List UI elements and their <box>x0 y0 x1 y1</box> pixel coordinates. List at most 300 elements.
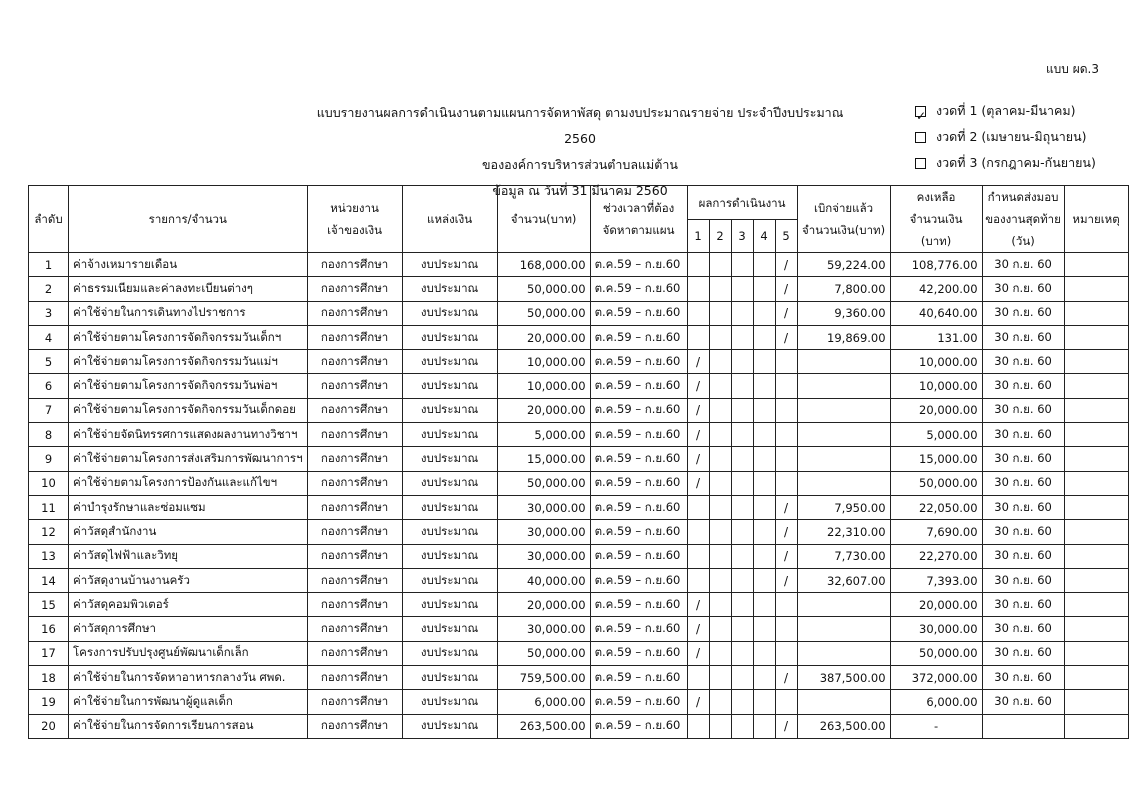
progress-step-4-cell <box>753 374 775 398</box>
row-note <box>1064 617 1128 641</box>
row-due: 30 ก.ย. 60 <box>982 398 1064 422</box>
table-row <box>29 423 1129 447</box>
row-source: งบประมาณ <box>402 666 497 690</box>
row-source: งบประมาณ <box>402 253 497 277</box>
header-row-1 <box>29 186 1129 220</box>
progress-step-3-cell <box>731 593 753 617</box>
table-row <box>29 520 1129 544</box>
progress-step-4-cell <box>753 423 775 447</box>
row-item: ค่าวัสดุสำนักงาน <box>69 520 308 544</box>
row-item: ค่าบำรุงรักษาและซ่อมแซม <box>69 495 308 519</box>
progress-step-4-cell <box>753 301 775 325</box>
row-amount: 50,000.00 <box>497 641 590 665</box>
row-paid <box>797 350 890 374</box>
progress-step-2-cell <box>709 301 731 325</box>
row-owner: กองการศึกษา <box>307 641 402 665</box>
header-remain: คงเหลือ จำนวนเงิน (บาท) <box>890 186 982 253</box>
progress-step-3-cell <box>731 325 753 349</box>
row-owner: กองการศึกษา <box>307 253 402 277</box>
period-3-checkbox[interactable] <box>915 158 926 169</box>
progress-step-1-cell <box>687 301 709 325</box>
row-item: ค่าใช้จ่ายตามโครงการจัดกิจกรรมวันแม่ฯ <box>69 350 308 374</box>
row-paid <box>797 374 890 398</box>
row-period: ต.ค.59 – ก.ย.60 <box>590 277 687 301</box>
row-note <box>1064 447 1128 471</box>
row-source: งบประมาณ <box>402 641 497 665</box>
header-owner: หน่วยงาน เจ้าของเงิน <box>307 186 402 253</box>
row-period: ต.ค.59 – ก.ย.60 <box>590 568 687 592</box>
row-note <box>1064 350 1128 374</box>
row-remain: 42,200.00 <box>890 277 982 301</box>
row-item: ค่าใช้จ่ายในการจัดหาอาหารกลางวัน ศพด. <box>69 666 308 690</box>
row-item: ค่าวัสดุงานบ้านงานครัว <box>69 568 308 592</box>
row-owner: กองการศึกษา <box>307 350 402 374</box>
row-source: งบประมาณ <box>402 374 497 398</box>
row-note <box>1064 544 1128 568</box>
row-period: ต.ค.59 – ก.ย.60 <box>590 544 687 568</box>
table-row <box>29 641 1129 665</box>
progress-step-4-cell <box>753 714 775 738</box>
header-step-1: 1 <box>687 220 709 253</box>
period-option-1[interactable] <box>915 98 1096 124</box>
row-due: 30 ก.ย. 60 <box>982 690 1064 714</box>
row-amount: 20,000.00 <box>497 325 590 349</box>
table-row <box>29 325 1129 349</box>
table-row <box>29 690 1129 714</box>
progress-step-4-cell <box>753 325 775 349</box>
row-period: ต.ค.59 – ก.ย.60 <box>590 593 687 617</box>
row-remain: 22,050.00 <box>890 495 982 519</box>
row-owner: กองการศึกษา <box>307 617 402 641</box>
row-owner: กองการศึกษา <box>307 301 402 325</box>
row-owner: กองการศึกษา <box>307 714 402 738</box>
row-paid: 7,800.00 <box>797 277 890 301</box>
period-2-checkbox[interactable] <box>915 132 926 143</box>
row-no: 17 <box>29 641 69 665</box>
row-note <box>1064 277 1128 301</box>
procurement-table <box>28 185 1129 739</box>
progress-step-3-cell <box>731 617 753 641</box>
row-item: โครงการปรับปรุงศูนย์พัฒนาเด็กเล็ก <box>69 641 308 665</box>
row-source: งบประมาณ <box>402 714 497 738</box>
progress-step-5-cell <box>775 447 797 471</box>
row-source: งบประมาณ <box>402 447 497 471</box>
progress-step-1-cell: / <box>687 447 709 471</box>
row-period: ต.ค.59 – ก.ย.60 <box>590 690 687 714</box>
header-source: แหล่งเงิน <box>402 186 497 253</box>
progress-step-2-cell <box>709 447 731 471</box>
progress-step-5-cell: / <box>775 714 797 738</box>
row-period: ต.ค.59 – ก.ย.60 <box>590 253 687 277</box>
row-owner: กองการศึกษา <box>307 423 402 447</box>
row-note <box>1064 471 1128 495</box>
progress-step-2-cell <box>709 471 731 495</box>
row-paid: 32,607.00 <box>797 568 890 592</box>
row-paid <box>797 593 890 617</box>
row-amount: 50,000.00 <box>497 277 590 301</box>
progress-step-3-cell <box>731 374 753 398</box>
progress-step-5-cell: / <box>775 277 797 301</box>
progress-step-3-cell <box>731 544 753 568</box>
row-paid <box>797 398 890 422</box>
row-remain: - <box>890 714 982 738</box>
row-amount: 10,000.00 <box>497 374 590 398</box>
row-item: ค่าวัสดุการศึกษา <box>69 617 308 641</box>
progress-step-1-cell: / <box>687 690 709 714</box>
table-row <box>29 277 1129 301</box>
header-step-4: 4 <box>753 220 775 253</box>
progress-step-5-cell <box>775 398 797 422</box>
progress-step-4-cell <box>753 690 775 714</box>
header-no: ลำดับ <box>29 186 69 253</box>
progress-step-4-cell <box>753 495 775 519</box>
row-source: งบประมาณ <box>402 301 497 325</box>
row-amount: 30,000.00 <box>497 495 590 519</box>
period-1-label: งวดที่ 1 (ตุลาคม-มีนาคม) <box>936 103 1076 118</box>
row-no: 12 <box>29 520 69 544</box>
row-paid <box>797 617 890 641</box>
row-amount: 20,000.00 <box>497 593 590 617</box>
progress-step-3-cell <box>731 350 753 374</box>
progress-step-3-cell <box>731 641 753 665</box>
row-amount: 30,000.00 <box>497 520 590 544</box>
table-row <box>29 447 1129 471</box>
progress-step-4-cell <box>753 277 775 301</box>
row-note <box>1064 593 1128 617</box>
row-no: 16 <box>29 617 69 641</box>
row-note <box>1064 666 1128 690</box>
progress-step-3-cell <box>731 714 753 738</box>
row-no: 19 <box>29 690 69 714</box>
progress-step-5-cell <box>775 374 797 398</box>
row-no: 4 <box>29 325 69 349</box>
progress-step-5-cell <box>775 617 797 641</box>
period-option-3[interactable] <box>915 150 1096 176</box>
progress-step-4-cell <box>753 447 775 471</box>
row-item: ค่าใช้จ่ายตามโครงการจัดกิจกรรมวันพ่อฯ <box>69 374 308 398</box>
row-no: 8 <box>29 423 69 447</box>
table-row <box>29 253 1129 277</box>
progress-step-5-cell: / <box>775 520 797 544</box>
row-no: 10 <box>29 471 69 495</box>
row-due: 30 ก.ย. 60 <box>982 617 1064 641</box>
header-paid: เบิกจ่ายแล้ว จำนวนเงิน(บาท) <box>797 186 890 253</box>
row-remain: 7,690.00 <box>890 520 982 544</box>
header-step-5: 5 <box>775 220 797 253</box>
row-source: งบประมาณ <box>402 544 497 568</box>
row-amount: 10,000.00 <box>497 350 590 374</box>
period-3-label: งวดที่ 3 (กรกฎาคม-กันยายน) <box>936 155 1096 170</box>
row-remain: 10,000.00 <box>890 374 982 398</box>
period-checkboxes <box>915 98 1096 176</box>
row-item: ค่าใช้จ่ายตามโครงการป้องกันและแก้ไขฯ <box>69 471 308 495</box>
progress-step-2-cell <box>709 641 731 665</box>
progress-step-2-cell <box>709 374 731 398</box>
row-amount: 50,000.00 <box>497 471 590 495</box>
progress-step-4-cell <box>753 641 775 665</box>
progress-step-3-cell <box>731 495 753 519</box>
row-no: 11 <box>29 495 69 519</box>
progress-step-5-cell: / <box>775 666 797 690</box>
progress-step-1-cell <box>687 714 709 738</box>
progress-step-2-cell <box>709 423 731 447</box>
progress-step-5-cell <box>775 690 797 714</box>
form-code: แบบ ผด.3 <box>1045 62 1099 76</box>
row-period: ต.ค.59 – ก.ย.60 <box>590 398 687 422</box>
row-period: ต.ค.59 – ก.ย.60 <box>590 617 687 641</box>
row-due: 30 ก.ย. 60 <box>982 568 1064 592</box>
row-owner: กองการศึกษา <box>307 277 402 301</box>
progress-step-1-cell <box>687 277 709 301</box>
progress-step-2-cell <box>709 568 731 592</box>
row-no: 7 <box>29 398 69 422</box>
row-remain: 20,000.00 <box>890 398 982 422</box>
row-owner: กองการศึกษา <box>307 495 402 519</box>
table-row <box>29 301 1129 325</box>
row-owner: กองการศึกษา <box>307 593 402 617</box>
row-due <box>982 714 1064 738</box>
row-note <box>1064 398 1128 422</box>
row-period: ต.ค.59 – ก.ย.60 <box>590 471 687 495</box>
progress-step-4-cell <box>753 568 775 592</box>
row-note <box>1064 520 1128 544</box>
progress-step-1-cell: / <box>687 617 709 641</box>
row-note <box>1064 374 1128 398</box>
header-amount: จำนวน(บาท) <box>497 186 590 253</box>
row-due: 30 ก.ย. 60 <box>982 277 1064 301</box>
progress-step-5-cell <box>775 423 797 447</box>
progress-step-1-cell <box>687 495 709 519</box>
row-remain: 50,000.00 <box>890 471 982 495</box>
progress-step-2-cell <box>709 617 731 641</box>
row-period: ต.ค.59 – ก.ย.60 <box>590 495 687 519</box>
row-paid: 263,500.00 <box>797 714 890 738</box>
progress-step-1-cell: / <box>687 374 709 398</box>
row-remain: 15,000.00 <box>890 447 982 471</box>
row-paid: 7,950.00 <box>797 495 890 519</box>
progress-step-2-cell <box>709 277 731 301</box>
progress-step-5-cell <box>775 471 797 495</box>
progress-step-4-cell <box>753 350 775 374</box>
progress-step-4-cell <box>753 471 775 495</box>
progress-step-2-cell <box>709 398 731 422</box>
row-no: 14 <box>29 568 69 592</box>
row-amount: 40,000.00 <box>497 568 590 592</box>
progress-step-1-cell: / <box>687 471 709 495</box>
table-row <box>29 398 1129 422</box>
header-note: หมายเหตุ <box>1064 186 1128 253</box>
progress-step-3-cell <box>731 447 753 471</box>
row-remain: 131.00 <box>890 325 982 349</box>
row-due: 30 ก.ย. 60 <box>982 423 1064 447</box>
table-row <box>29 374 1129 398</box>
row-note <box>1064 495 1128 519</box>
progress-step-2-cell <box>709 593 731 617</box>
row-source: งบประมาณ <box>402 325 497 349</box>
row-owner: กองการศึกษา <box>307 398 402 422</box>
row-amount: 50,000.00 <box>497 301 590 325</box>
table-row <box>29 617 1129 641</box>
progress-step-3-cell <box>731 423 753 447</box>
row-item: ค่าใช้จ่ายตามโครงการส่งเสริมการพัฒนาการฯ <box>69 447 308 471</box>
row-due: 30 ก.ย. 60 <box>982 374 1064 398</box>
row-owner: กองการศึกษา <box>307 690 402 714</box>
progress-step-2-cell <box>709 325 731 349</box>
row-source: งบประมาณ <box>402 690 497 714</box>
row-source: งบประมาณ <box>402 520 497 544</box>
progress-step-3-cell <box>731 253 753 277</box>
progress-step-5-cell: / <box>775 325 797 349</box>
progress-step-3-cell <box>731 277 753 301</box>
row-remain: 6,000.00 <box>890 690 982 714</box>
progress-step-1-cell <box>687 544 709 568</box>
row-note <box>1064 301 1128 325</box>
progress-step-1-cell: / <box>687 350 709 374</box>
progress-step-3-cell <box>731 471 753 495</box>
row-due: 30 ก.ย. 60 <box>982 301 1064 325</box>
table-body <box>29 253 1129 739</box>
row-amount: 263,500.00 <box>497 714 590 738</box>
row-source: งบประมาณ <box>402 617 497 641</box>
row-period: ต.ค.59 – ก.ย.60 <box>590 423 687 447</box>
progress-step-4-cell <box>753 666 775 690</box>
row-remain: 5,000.00 <box>890 423 982 447</box>
row-item: ค่าธรรมเนียมและค่าลงทะเบียนต่างๆ <box>69 277 308 301</box>
progress-step-4-cell <box>753 544 775 568</box>
progress-step-1-cell: / <box>687 423 709 447</box>
row-amount: 20,000.00 <box>497 398 590 422</box>
row-period: ต.ค.59 – ก.ย.60 <box>590 447 687 471</box>
row-no: 9 <box>29 447 69 471</box>
row-due: 30 ก.ย. 60 <box>982 641 1064 665</box>
progress-step-3-cell <box>731 301 753 325</box>
period-2-label: งวดที่ 2 (เมษายน-มิถุนายน) <box>936 129 1087 144</box>
progress-step-2-cell <box>709 495 731 519</box>
progress-step-4-cell <box>753 593 775 617</box>
progress-step-3-cell <box>731 666 753 690</box>
row-due: 30 ก.ย. 60 <box>982 471 1064 495</box>
row-amount: 168,000.00 <box>497 253 590 277</box>
header-due: กำหนดส่งมอบ ของงานสุดท้าย (วัน) <box>982 186 1064 253</box>
table-row <box>29 350 1129 374</box>
row-period: ต.ค.59 – ก.ย.60 <box>590 374 687 398</box>
row-paid <box>797 690 890 714</box>
progress-step-2-cell <box>709 350 731 374</box>
row-no: 15 <box>29 593 69 617</box>
row-note <box>1064 423 1128 447</box>
row-no: 20 <box>29 714 69 738</box>
row-paid: 7,730.00 <box>797 544 890 568</box>
row-source: งบประมาณ <box>402 568 497 592</box>
row-due: 30 ก.ย. 60 <box>982 520 1064 544</box>
progress-step-1-cell: / <box>687 398 709 422</box>
progress-step-5-cell: / <box>775 253 797 277</box>
progress-step-2-cell <box>709 520 731 544</box>
row-source: งบประมาณ <box>402 495 497 519</box>
header-item: รายการ/จำนวน <box>69 186 308 253</box>
row-remain: 372,000.00 <box>890 666 982 690</box>
period-option-2[interactable] <box>915 124 1096 150</box>
row-no: 18 <box>29 666 69 690</box>
row-owner: กองการศึกษา <box>307 374 402 398</box>
row-source: งบประมาณ <box>402 398 497 422</box>
row-item: ค่าใช้จ่ายในการพัฒนาผู้ดูแลเด็ก <box>69 690 308 714</box>
row-no: 2 <box>29 277 69 301</box>
row-period: ต.ค.59 – ก.ย.60 <box>590 641 687 665</box>
row-period: ต.ค.59 – ก.ย.60 <box>590 520 687 544</box>
row-source: งบประมาณ <box>402 277 497 301</box>
row-remain: 50,000.00 <box>890 641 982 665</box>
header-step-2: 2 <box>709 220 731 253</box>
table-row <box>29 568 1129 592</box>
row-paid: 59,224.00 <box>797 253 890 277</box>
period-1-checkbox[interactable] <box>915 106 926 117</box>
row-remain: 108,776.00 <box>890 253 982 277</box>
progress-step-4-cell <box>753 617 775 641</box>
row-amount: 30,000.00 <box>497 617 590 641</box>
row-paid: 387,500.00 <box>797 666 890 690</box>
progress-step-2-cell <box>709 544 731 568</box>
row-paid: 22,310.00 <box>797 520 890 544</box>
row-owner: กองการศึกษา <box>307 568 402 592</box>
row-item: ค่าใช้จ่ายตามโครงการจัดกิจกรรมวันเด็กดอย <box>69 398 308 422</box>
row-item: ค่าวัสดุไฟฟ้าและวิทยุ <box>69 544 308 568</box>
row-note <box>1064 690 1128 714</box>
table-row <box>29 666 1129 690</box>
progress-step-4-cell <box>753 398 775 422</box>
header-step-3: 3 <box>731 220 753 253</box>
row-amount: 30,000.00 <box>497 544 590 568</box>
progress-step-1-cell: / <box>687 641 709 665</box>
row-source: งบประมาณ <box>402 471 497 495</box>
progress-step-5-cell <box>775 593 797 617</box>
table-row <box>29 544 1129 568</box>
row-paid <box>797 447 890 471</box>
progress-step-2-cell <box>709 666 731 690</box>
row-period: ต.ค.59 – ก.ย.60 <box>590 350 687 374</box>
progress-step-2-cell <box>709 690 731 714</box>
row-no: 6 <box>29 374 69 398</box>
progress-step-1-cell <box>687 568 709 592</box>
row-remain: 20,000.00 <box>890 593 982 617</box>
progress-step-4-cell <box>753 520 775 544</box>
header-progress: ผลการดำเนินงาน <box>687 186 797 220</box>
progress-step-4-cell <box>753 253 775 277</box>
row-remain: 22,270.00 <box>890 544 982 568</box>
row-remain: 40,640.00 <box>890 301 982 325</box>
progress-step-2-cell <box>709 714 731 738</box>
row-due: 30 ก.ย. 60 <box>982 325 1064 349</box>
row-note <box>1064 325 1128 349</box>
table-row <box>29 593 1129 617</box>
row-no: 13 <box>29 544 69 568</box>
row-remain: 30,000.00 <box>890 617 982 641</box>
row-no: 1 <box>29 253 69 277</box>
row-due: 30 ก.ย. 60 <box>982 495 1064 519</box>
row-owner: กองการศึกษา <box>307 520 402 544</box>
header-period: ช่วงเวลาที่ต้อง จัดหาตามแผน <box>590 186 687 253</box>
row-due: 30 ก.ย. 60 <box>982 666 1064 690</box>
table-row <box>29 714 1129 738</box>
table-row <box>29 495 1129 519</box>
row-source: งบประมาณ <box>402 593 497 617</box>
row-note <box>1064 253 1128 277</box>
row-source: งบประมาณ <box>402 423 497 447</box>
row-owner: กองการศึกษา <box>307 544 402 568</box>
row-paid: 19,869.00 <box>797 325 890 349</box>
row-due: 30 ก.ย. 60 <box>982 350 1064 374</box>
row-no: 3 <box>29 301 69 325</box>
